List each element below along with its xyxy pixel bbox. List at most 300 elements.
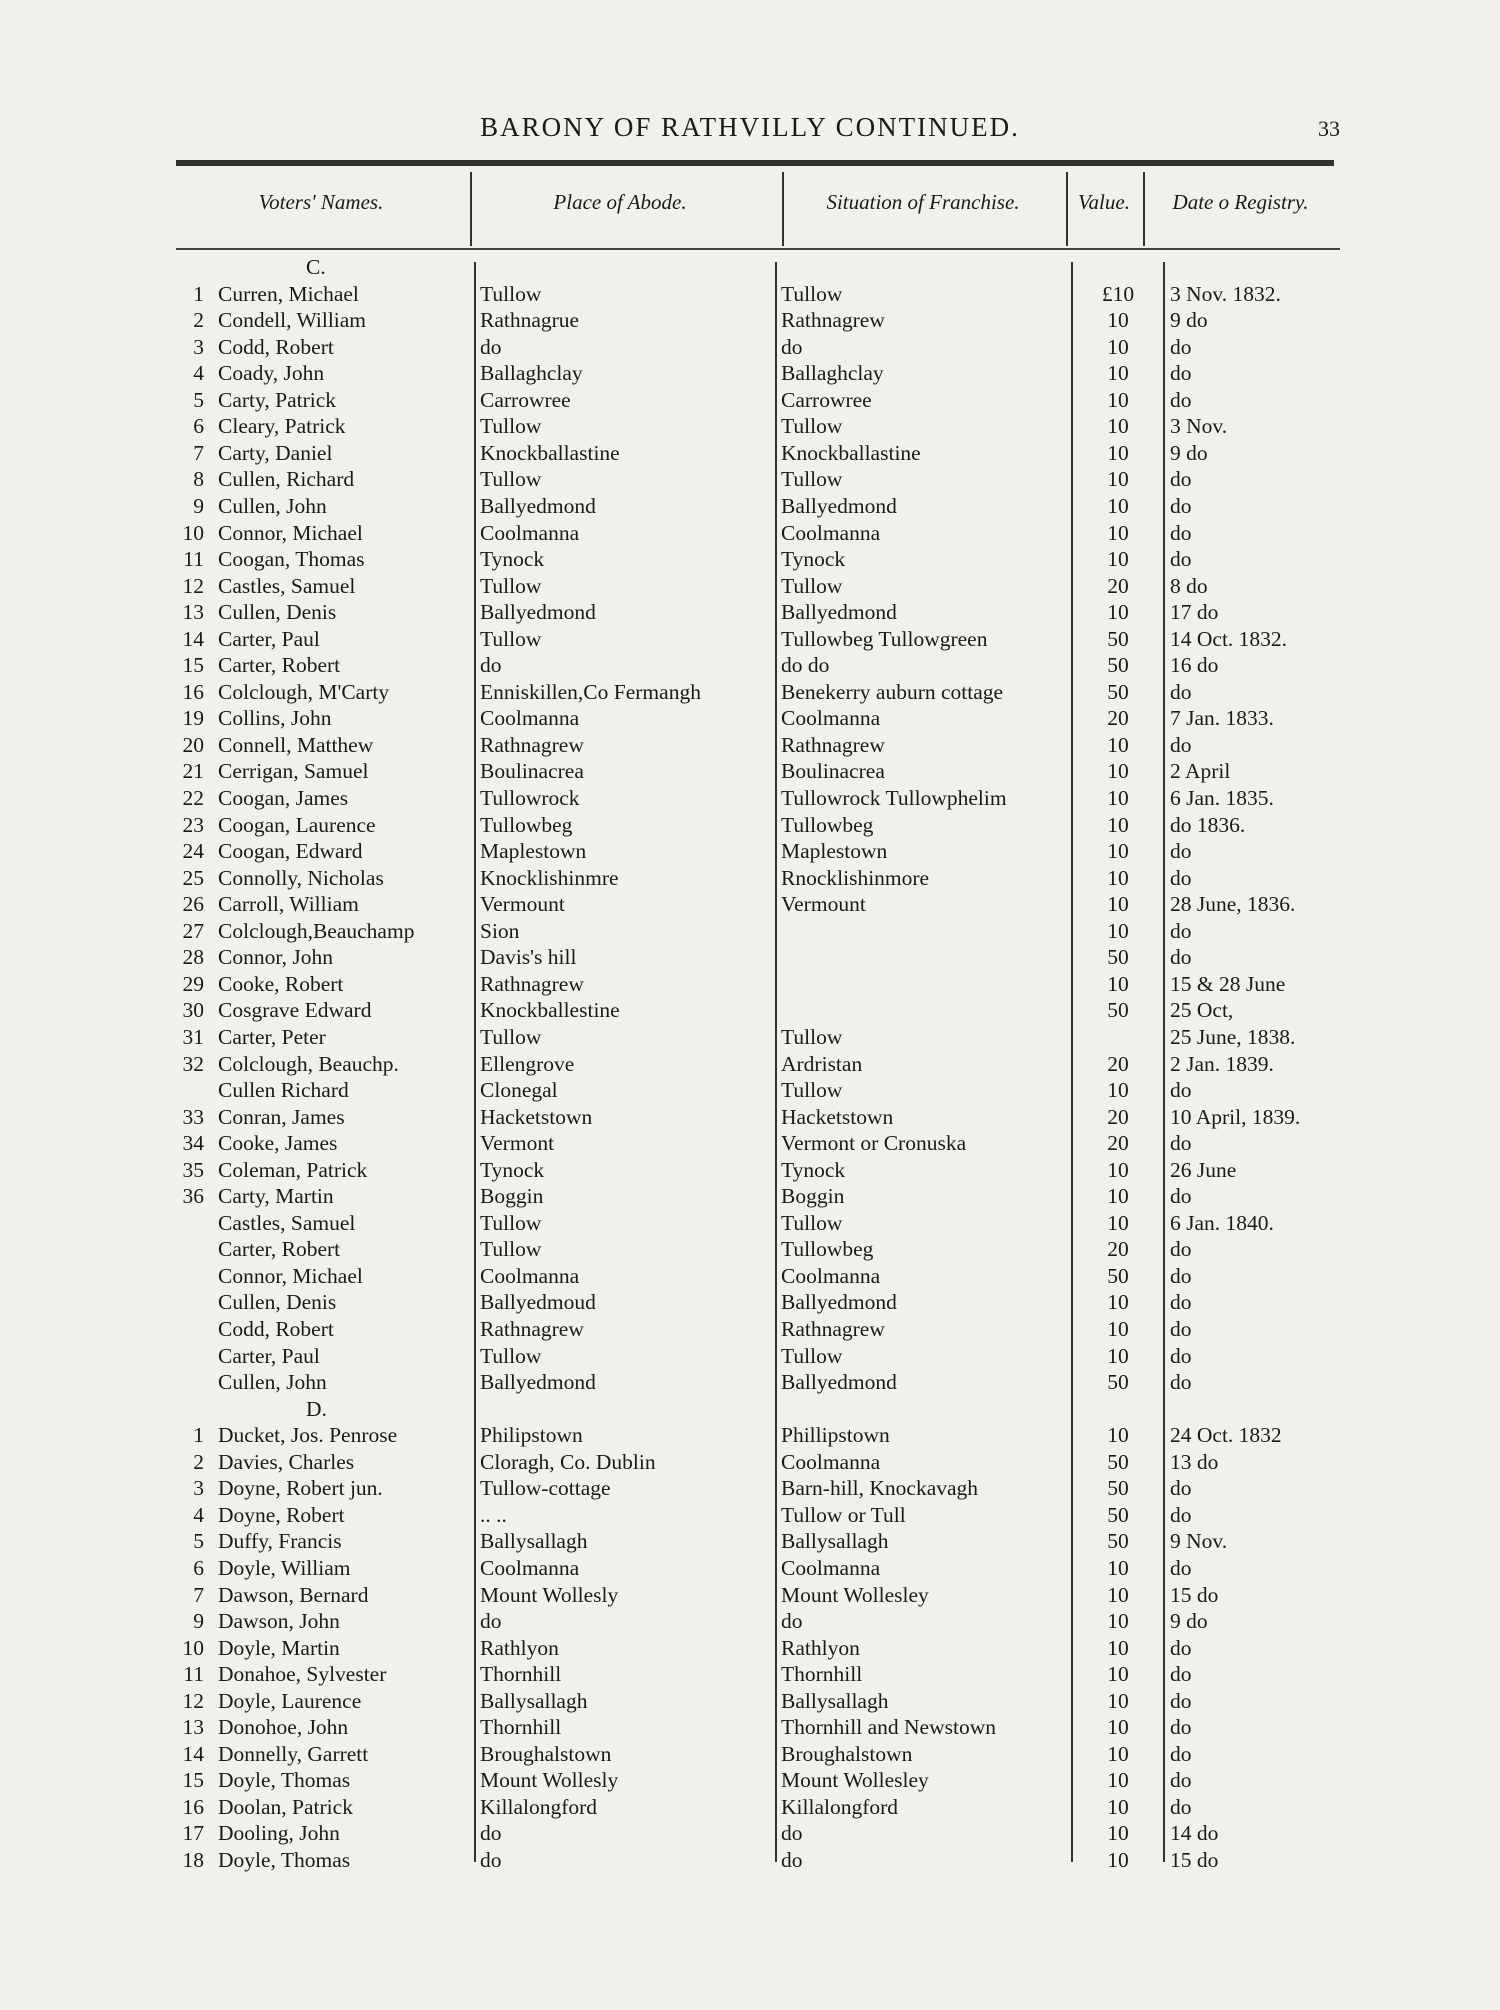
column-divider bbox=[775, 262, 777, 1862]
date-of-registry: do bbox=[1170, 1688, 1192, 1713]
entry-number: 16 bbox=[182, 679, 204, 704]
situation-of-franchise: Tullow bbox=[781, 1024, 843, 1049]
value: 50 bbox=[1107, 1263, 1129, 1288]
value: 10 bbox=[1107, 493, 1129, 518]
date-of-registry: 9 Nov. bbox=[1170, 1529, 1228, 1554]
entry-number: 6 bbox=[193, 1555, 204, 1580]
voter-name: Cosgrave Edward bbox=[218, 998, 372, 1023]
place-of-abode: Tullow bbox=[480, 281, 542, 306]
entry-number: 19 bbox=[182, 706, 204, 731]
column-divider bbox=[1066, 172, 1068, 246]
voter-name: Coady, John bbox=[218, 361, 325, 386]
date-of-registry: do bbox=[1170, 1290, 1192, 1315]
date-of-registry: do bbox=[1170, 1343, 1192, 1368]
date-of-registry: do bbox=[1170, 1317, 1192, 1341]
date-of-registry: do bbox=[1170, 1635, 1192, 1660]
place-of-abode: Tullow bbox=[480, 573, 542, 598]
value: 10 bbox=[1107, 547, 1129, 572]
date-of-registry: 6 Jan. 1835. bbox=[1170, 786, 1274, 810]
value: 10 bbox=[1107, 971, 1129, 996]
situation-of-franchise: Ballyedmond bbox=[781, 1370, 897, 1395]
value: 10 bbox=[1107, 334, 1129, 359]
entry-number: 11 bbox=[183, 1662, 204, 1687]
value: 10 bbox=[1107, 1343, 1129, 1368]
place-of-abode: Coolmanna bbox=[480, 1263, 580, 1288]
value: 50 bbox=[1107, 1449, 1129, 1474]
voter-name: Colclough, M'Carty bbox=[218, 679, 390, 704]
voter-name: Doyne, Robert jun. bbox=[218, 1476, 383, 1501]
date-of-registry: 15 do bbox=[1170, 1848, 1219, 1872]
date-of-registry: do bbox=[1170, 1741, 1192, 1766]
situation-of-franchise: Knockballastine bbox=[781, 440, 921, 465]
place-of-abode: Rathnagrew bbox=[480, 732, 584, 757]
date-of-registry: do bbox=[1170, 493, 1192, 518]
value: 10 bbox=[1107, 1794, 1129, 1819]
value: 10 bbox=[1107, 1184, 1129, 1209]
date-of-registry: do bbox=[1170, 945, 1192, 970]
running-head: BARONY OF RATHVILLY CONTINUED. bbox=[480, 112, 1020, 142]
date-of-registry: do bbox=[1170, 1237, 1192, 1262]
value: 10 bbox=[1107, 387, 1129, 412]
value: 10 bbox=[1107, 520, 1129, 545]
entry-number: 26 bbox=[182, 892, 204, 917]
situation-of-franchise: Benekerry auburn cottage bbox=[781, 679, 1004, 704]
date-of-registry: do bbox=[1170, 1476, 1192, 1501]
place-of-abode: Davis's hill bbox=[480, 945, 577, 970]
date-of-registry: do bbox=[1170, 1078, 1192, 1103]
place-of-abode: do bbox=[480, 1609, 502, 1634]
date-of-registry: 14 Oct. 1832. bbox=[1170, 626, 1288, 651]
entry-number: 7 bbox=[193, 440, 204, 465]
voter-name: Carter, Robert bbox=[218, 653, 341, 678]
place-of-abode: do bbox=[480, 1821, 502, 1846]
voter-name: Carroll, William bbox=[218, 892, 359, 917]
situation-of-franchise: Coolmanna bbox=[781, 706, 881, 731]
entry-number: 5 bbox=[193, 1529, 204, 1554]
voter-name: Dawson, John bbox=[218, 1609, 340, 1634]
voter-name: Curren, Michael bbox=[218, 281, 359, 306]
voter-name: Carty, Daniel bbox=[218, 440, 333, 465]
entry-number: 17 bbox=[182, 1821, 204, 1846]
entry-number: 20 bbox=[182, 732, 204, 757]
situation-of-franchise: Ballyedmond bbox=[781, 1290, 897, 1315]
situation-of-franchise: Killalongford bbox=[781, 1794, 899, 1819]
value: 10 bbox=[1107, 1423, 1129, 1448]
place-of-abode: Coolmanna bbox=[480, 1555, 580, 1580]
column-header-situation-of-franchise: Situation of Franchise. bbox=[826, 190, 1020, 214]
date-of-registry: 2 April bbox=[1170, 759, 1231, 784]
value: 10 bbox=[1107, 759, 1129, 784]
voter-name: Doyle, Thomas bbox=[218, 1848, 351, 1872]
value: 50 bbox=[1107, 626, 1129, 651]
situation-of-franchise: Ballyedmond bbox=[781, 600, 897, 625]
value: 10 bbox=[1107, 440, 1129, 465]
date-of-registry: do bbox=[1170, 1184, 1192, 1209]
value: 10 bbox=[1107, 1582, 1129, 1607]
place-of-abode: Mount Wollesly bbox=[480, 1582, 619, 1607]
date-of-registry: do bbox=[1170, 1555, 1192, 1580]
value: 10 bbox=[1107, 1821, 1129, 1846]
situation-of-franchise: Boggin bbox=[781, 1184, 845, 1209]
header-rule bbox=[176, 160, 1334, 166]
voter-name: Cullen, John bbox=[218, 493, 327, 518]
situation-of-franchise: Tullow bbox=[781, 573, 843, 598]
voter-name: Doyle, William bbox=[218, 1555, 351, 1580]
value: 10 bbox=[1107, 414, 1129, 439]
voter-name: Carter, Paul bbox=[218, 626, 320, 651]
value: 10 bbox=[1107, 1078, 1129, 1103]
entry-number: 18 bbox=[182, 1848, 204, 1872]
column-divider bbox=[782, 172, 784, 246]
value: 10 bbox=[1107, 812, 1129, 837]
header-bottom-rule bbox=[176, 248, 1340, 250]
value: £10 bbox=[1101, 281, 1135, 306]
voter-name: Doyle, Thomas bbox=[218, 1768, 351, 1793]
place-of-abode: Rathnagrue bbox=[480, 308, 580, 333]
voter-name: Connor, John bbox=[218, 945, 334, 970]
voter-name: Colclough,Beauchamp bbox=[218, 918, 415, 943]
situation-of-franchise: Mount Wollesley bbox=[781, 1768, 929, 1793]
place-of-abode: Tullow-cottage bbox=[480, 1476, 611, 1501]
date-of-registry: do 1836. bbox=[1170, 812, 1246, 837]
value: 10 bbox=[1107, 1768, 1129, 1793]
situation-of-franchise: Tynock bbox=[781, 547, 846, 572]
voter-name: Ducket, Jos. Penrose bbox=[218, 1423, 398, 1448]
value: 10 bbox=[1107, 865, 1129, 890]
voter-name: Coogan, James bbox=[218, 786, 349, 810]
situation-of-franchise: Ballysallagh bbox=[781, 1529, 889, 1554]
date-of-registry: 26 June bbox=[1170, 1157, 1237, 1182]
entry-number: 14 bbox=[182, 626, 204, 651]
entry-number: 32 bbox=[182, 1051, 204, 1076]
section-letter: C. bbox=[306, 255, 326, 279]
situation-of-franchise: Boulinacrea bbox=[781, 759, 885, 784]
voter-name: Cerrigan, Samuel bbox=[218, 759, 369, 784]
value: 10 bbox=[1107, 1317, 1129, 1341]
date-of-registry: do bbox=[1170, 334, 1192, 359]
column-header-value: Value. bbox=[1078, 190, 1130, 214]
voter-name: Castles, Samuel bbox=[218, 1210, 356, 1235]
place-of-abode: Maplestown bbox=[480, 839, 587, 864]
situation-of-franchise: Ballaghclay bbox=[781, 361, 884, 386]
entry-number: 3 bbox=[193, 1476, 204, 1501]
value: 20 bbox=[1107, 1131, 1129, 1156]
place-of-abode: Tullowbeg bbox=[480, 812, 573, 837]
date-of-registry: do bbox=[1170, 1768, 1192, 1793]
value: 10 bbox=[1107, 308, 1129, 333]
place-of-abode: Tynock bbox=[480, 1157, 545, 1182]
date-of-registry: do bbox=[1170, 1662, 1192, 1687]
entry-number: 13 bbox=[182, 1715, 204, 1740]
place-of-abode: Tullow bbox=[480, 414, 542, 439]
entry-number: 25 bbox=[182, 865, 204, 890]
situation-of-franchise: Coolmanna bbox=[781, 1449, 881, 1474]
value: 50 bbox=[1107, 1370, 1129, 1395]
place-of-abode: Sion bbox=[480, 918, 520, 943]
entry-number: 28 bbox=[182, 945, 204, 970]
voter-name: Donohoe, John bbox=[218, 1715, 349, 1740]
entry-number: 6 bbox=[193, 414, 204, 439]
value: 10 bbox=[1107, 1555, 1129, 1580]
place-of-abode: Tullow bbox=[480, 1343, 542, 1368]
situation-of-franchise: Tullow bbox=[781, 281, 843, 306]
column-divider bbox=[1163, 262, 1165, 1862]
situation-of-franchise: Ballysallagh bbox=[781, 1688, 889, 1713]
situation-of-franchise: Rathnagrew bbox=[781, 1317, 885, 1341]
place-of-abode: Tullow bbox=[480, 1237, 542, 1262]
date-of-registry: do bbox=[1170, 1502, 1192, 1527]
place-of-abode: Tullow bbox=[480, 467, 542, 492]
voter-name: Carter, Peter bbox=[218, 1024, 326, 1049]
place-of-abode: Thornhill bbox=[480, 1662, 562, 1687]
entry-number: 12 bbox=[182, 573, 204, 598]
entry-number: 36 bbox=[182, 1184, 204, 1209]
date-of-registry: 3 Nov. bbox=[1170, 414, 1228, 439]
voter-name: Cullen, John bbox=[218, 1370, 327, 1395]
value: 10 bbox=[1107, 361, 1129, 386]
entry-number: 4 bbox=[193, 1502, 204, 1527]
voter-name: Carty, Patrick bbox=[218, 387, 337, 412]
value: 20 bbox=[1107, 573, 1129, 598]
voter-name: Donahoe, Sylvester bbox=[218, 1662, 387, 1687]
value: 10 bbox=[1107, 1848, 1129, 1872]
date-of-registry: do bbox=[1170, 839, 1192, 864]
situation-of-franchise: Tullowbeg Tullowgreen bbox=[781, 626, 988, 651]
place-of-abode: Rathnagrew bbox=[480, 971, 584, 996]
voter-name: Codd, Robert bbox=[218, 334, 334, 359]
voter-name: Coogan, Edward bbox=[218, 839, 363, 864]
value: 10 bbox=[1107, 839, 1129, 864]
situation-of-franchise: Phillipstown bbox=[781, 1423, 890, 1448]
entry-number: 11 bbox=[183, 547, 204, 572]
date-of-registry: do bbox=[1170, 732, 1192, 757]
situation-of-franchise: Tullowbeg bbox=[781, 1237, 874, 1262]
value: 50 bbox=[1107, 1529, 1129, 1554]
place-of-abode: Philipstown bbox=[480, 1423, 583, 1448]
entry-number: 10 bbox=[182, 1635, 204, 1660]
value: 10 bbox=[1107, 1741, 1129, 1766]
voter-name: Donnelly, Garrett bbox=[218, 1741, 369, 1766]
date-of-registry: do bbox=[1170, 1131, 1192, 1156]
date-of-registry: 6 Jan. 1840. bbox=[1170, 1210, 1274, 1235]
entry-number: 9 bbox=[193, 493, 204, 518]
place-of-abode: Ballyedmond bbox=[480, 600, 596, 625]
entry-number: 22 bbox=[182, 786, 204, 810]
situation-of-franchise: Vermont or Cronuska bbox=[781, 1131, 967, 1156]
voter-name: Castles, Samuel bbox=[218, 573, 356, 598]
date-of-registry: 7 Jan. 1833. bbox=[1170, 706, 1274, 731]
entry-number: 4 bbox=[193, 361, 204, 386]
value: 10 bbox=[1107, 918, 1129, 943]
situation-of-franchise: Tullowbeg bbox=[781, 812, 874, 837]
column-divider bbox=[1071, 262, 1073, 1862]
place-of-abode: Ballysallagh bbox=[480, 1688, 588, 1713]
value: 10 bbox=[1107, 600, 1129, 625]
entry-number: 2 bbox=[193, 1449, 204, 1474]
voter-name: Connor, Michael bbox=[218, 1263, 363, 1288]
column-divider bbox=[474, 262, 476, 1862]
entry-number: 5 bbox=[193, 387, 204, 412]
voter-name: Dawson, Bernard bbox=[218, 1582, 369, 1607]
value: 10 bbox=[1107, 892, 1129, 917]
date-of-registry: 16 do bbox=[1170, 653, 1219, 678]
situation-of-franchise: Maplestown bbox=[781, 839, 888, 864]
entry-number: 3 bbox=[193, 334, 204, 359]
situation-of-franchise: Rathlyon bbox=[781, 1635, 860, 1660]
situation-of-franchise: Carrowree bbox=[781, 387, 872, 412]
situation-of-franchise: Tullow or Tull bbox=[781, 1502, 906, 1527]
date-of-registry: 15 & 28 June bbox=[1170, 971, 1286, 996]
column-header-place-of-abode: Place of Abode. bbox=[553, 190, 687, 214]
voter-name: Codd, Robert bbox=[218, 1317, 334, 1341]
voter-name: Connell, Matthew bbox=[218, 732, 374, 757]
entry-number: 16 bbox=[182, 1794, 204, 1819]
date-of-registry: 2 Jan. 1839. bbox=[1170, 1051, 1274, 1076]
voter-name: Connor, Michael bbox=[218, 520, 363, 545]
date-of-registry: do bbox=[1170, 1370, 1192, 1395]
value: 20 bbox=[1107, 1104, 1129, 1129]
value: 10 bbox=[1107, 1715, 1129, 1740]
value: 10 bbox=[1107, 1635, 1129, 1660]
value: 10 bbox=[1107, 786, 1129, 810]
date-of-registry: do bbox=[1170, 361, 1192, 386]
value: 10 bbox=[1107, 1290, 1129, 1315]
situation-of-franchise: do bbox=[781, 1848, 803, 1872]
value: 50 bbox=[1107, 1476, 1129, 1501]
situation-of-franchise: Tullow bbox=[781, 467, 843, 492]
value: 20 bbox=[1107, 1237, 1129, 1262]
value: 50 bbox=[1107, 998, 1129, 1023]
place-of-abode: do bbox=[480, 1848, 502, 1872]
situation-of-franchise: Tullow bbox=[781, 1210, 843, 1235]
date-of-registry: do bbox=[1170, 865, 1192, 890]
voter-name: Carty, Martin bbox=[218, 1184, 334, 1209]
place-of-abode: Ballaghclay bbox=[480, 361, 583, 386]
date-of-registry: 9 do bbox=[1170, 308, 1208, 333]
voter-name: Davies, Charles bbox=[218, 1449, 355, 1474]
voter-name: Connolly, Nicholas bbox=[218, 865, 384, 890]
voter-name: Doolan, Patrick bbox=[218, 1794, 353, 1819]
situation-of-franchise: Coolmanna bbox=[781, 520, 881, 545]
voter-name: Conran, James bbox=[218, 1104, 345, 1129]
entry-number: 13 bbox=[182, 600, 204, 625]
place-of-abode: Tullow bbox=[480, 1024, 542, 1049]
entry-number: 24 bbox=[182, 839, 204, 864]
place-of-abode: Rathnagrew bbox=[480, 1317, 584, 1341]
date-of-registry: do bbox=[1170, 1794, 1192, 1819]
situation-of-franchise: do do bbox=[781, 653, 830, 678]
voter-name: Cullen, Richard bbox=[218, 467, 355, 492]
situation-of-franchise: Broughalstown bbox=[781, 1741, 913, 1766]
voter-name: Cullen, Denis bbox=[218, 1290, 337, 1315]
entry-number: 35 bbox=[182, 1157, 204, 1182]
voter-name: Condell, William bbox=[218, 308, 367, 333]
voter-name: Duffy, Francis bbox=[218, 1529, 342, 1554]
place-of-abode: Tullow bbox=[480, 626, 542, 651]
entry-number: 21 bbox=[182, 759, 204, 784]
place-of-abode: Tullowrock bbox=[480, 786, 580, 810]
voter-name: Dooling, John bbox=[218, 1821, 340, 1846]
voter-name: Cleary, Patrick bbox=[218, 414, 346, 439]
page-number: 33 bbox=[1318, 116, 1340, 141]
place-of-abode: Ballyedmond bbox=[480, 493, 596, 518]
entry-number: 10 bbox=[182, 520, 204, 545]
voter-name: Doyne, Robert bbox=[218, 1502, 345, 1527]
situation-of-franchise: Tullowrock Tullowphelim bbox=[781, 786, 1007, 810]
date-of-registry: 9 do bbox=[1170, 1609, 1208, 1634]
situation-of-franchise: Tynock bbox=[781, 1157, 846, 1182]
situation-of-franchise: Barn-hill, Knockavagh bbox=[781, 1476, 979, 1501]
entry-number: 1 bbox=[193, 281, 204, 306]
date-of-registry: do bbox=[1170, 467, 1192, 492]
entry-number: 2 bbox=[193, 308, 204, 333]
situation-of-franchise: do bbox=[781, 1609, 803, 1634]
place-of-abode: Tullow bbox=[480, 1210, 542, 1235]
place-of-abode: Hacketstown bbox=[480, 1104, 593, 1129]
situation-of-franchise: Tullow bbox=[781, 414, 843, 439]
situation-of-franchise: Tullow bbox=[781, 1343, 843, 1368]
voter-name: Carter, Robert bbox=[218, 1237, 341, 1262]
place-of-abode: Killalongford bbox=[480, 1794, 598, 1819]
date-of-registry: do bbox=[1170, 1715, 1192, 1740]
situation-of-franchise: Tullow bbox=[781, 1078, 843, 1103]
place-of-abode: Carrowree bbox=[480, 387, 571, 412]
value: 10 bbox=[1107, 1662, 1129, 1687]
place-of-abode: Coolmanna bbox=[480, 520, 580, 545]
situation-of-franchise: Coolmanna bbox=[781, 1263, 881, 1288]
place-of-abode: Thornhill bbox=[480, 1715, 562, 1740]
value: 10 bbox=[1107, 467, 1129, 492]
date-of-registry: 3 Nov. 1832. bbox=[1170, 281, 1281, 306]
value: 10 bbox=[1107, 1157, 1129, 1182]
date-of-registry: 10 April, 1839. bbox=[1170, 1104, 1301, 1129]
entry-number: 8 bbox=[193, 467, 204, 492]
date-of-registry: 25 June, 1838. bbox=[1170, 1024, 1296, 1049]
voter-name: Doyle, Martin bbox=[218, 1635, 340, 1660]
place-of-abode: Vermont bbox=[480, 1131, 555, 1156]
value: 10 bbox=[1107, 1688, 1129, 1713]
situation-of-franchise: do bbox=[781, 334, 803, 359]
situation-of-franchise: Thornhill and Newstown bbox=[781, 1715, 996, 1740]
place-of-abode: Boulinacrea bbox=[480, 759, 584, 784]
voter-name: Colclough, Beauchp. bbox=[218, 1051, 399, 1076]
place-of-abode: Clonegal bbox=[480, 1078, 558, 1103]
entry-number: 29 bbox=[182, 971, 204, 996]
situation-of-franchise: Rathnagrew bbox=[781, 732, 885, 757]
place-of-abode: .. .. bbox=[480, 1502, 507, 1527]
place-of-abode: Ballyedmond bbox=[480, 1370, 596, 1395]
entry-number: 34 bbox=[182, 1131, 204, 1156]
entry-number: 30 bbox=[182, 998, 204, 1023]
entry-number: 15 bbox=[182, 653, 204, 678]
value: 20 bbox=[1107, 706, 1129, 731]
situation-of-franchise: Mount Wollesley bbox=[781, 1582, 929, 1607]
situation-of-franchise: do bbox=[781, 1821, 803, 1846]
place-of-abode: do bbox=[480, 653, 502, 678]
date-of-registry: 9 do bbox=[1170, 440, 1208, 465]
place-of-abode: Rathlyon bbox=[480, 1635, 559, 1660]
value: 20 bbox=[1107, 1051, 1129, 1076]
date-of-registry: do bbox=[1170, 520, 1192, 545]
voter-name: Cooke, Robert bbox=[218, 971, 344, 996]
voter-name: Collins, John bbox=[218, 706, 332, 731]
situation-of-franchise: Hacketstown bbox=[781, 1104, 894, 1129]
voter-name: Coogan, Thomas bbox=[218, 547, 365, 572]
date-of-registry: do bbox=[1170, 918, 1192, 943]
situation-of-franchise: Ardristan bbox=[781, 1051, 863, 1076]
entry-number: 9 bbox=[193, 1609, 204, 1634]
entry-number: 27 bbox=[182, 918, 204, 943]
